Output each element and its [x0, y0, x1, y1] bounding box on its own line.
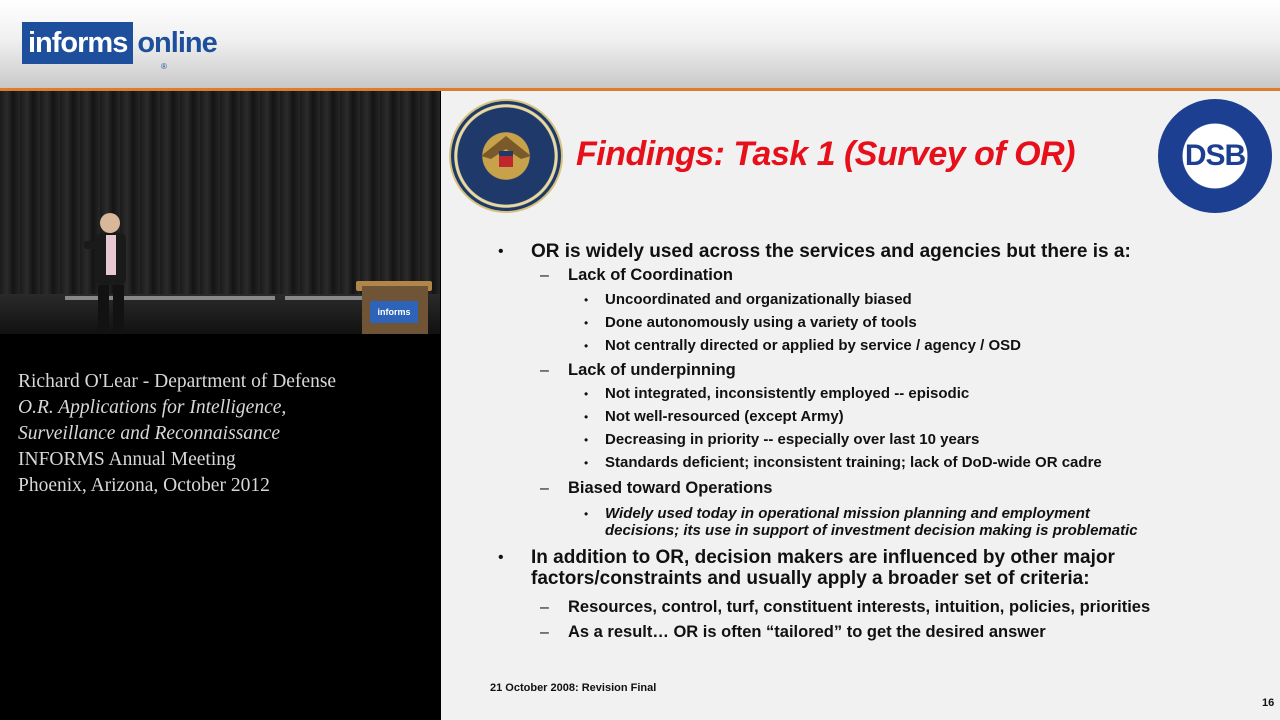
bullet-marker: •: [498, 243, 504, 260]
slide-point: Widely used today in operational mission planning and employment: [605, 505, 1090, 522]
bullet-marker: •: [584, 293, 589, 307]
slide-point: Not integrated, inconsistently employed -- episodic: [605, 385, 970, 402]
bullet-marker: •: [584, 387, 589, 401]
event-location: Phoenix, Arizona, October 2012: [18, 475, 270, 496]
dsb-seal-text: DSB: [1184, 139, 1246, 172]
slide-point: Done autonomously using a variety of tools: [605, 314, 917, 331]
speaker-video[interactable]: [0, 91, 440, 334]
slide-point: OR is widely used across the services and agencies but there is a:: [531, 241, 1131, 262]
slide-point: Lack of Coordination: [568, 266, 733, 284]
slide-point: Lack of underpinning: [568, 361, 736, 379]
bullet-marker: •: [584, 316, 589, 330]
site-header: [0, 0, 1280, 88]
informs-online-logo[interactable]: [22, 22, 217, 71]
podium-sign: informs: [370, 301, 418, 323]
slide-point: Not centrally directed or applied by service / agency / OSD: [605, 337, 1021, 354]
slide-point: Standards deficient; inconsistent training; lack of DoD-wide OR cadre: [605, 454, 1102, 471]
slide-point: Decreasing in priority -- especially over last 10 years: [605, 431, 980, 448]
slide-footer-date: 21 October 2008: Revision Final: [490, 682, 657, 694]
logo-suffix: online: [137, 27, 217, 59]
slide-point: Resources, control, turf, constituent interests, intuition, policies, priorities: [568, 598, 1151, 616]
slide-title: Findings: Task 1 (Survey of OR): [576, 135, 1075, 173]
bullet-marker: •: [584, 433, 589, 447]
talk-title-line1: O.R. Applications for Intelligence,: [18, 397, 287, 418]
presentation-slide: [441, 91, 1280, 720]
slide-point: Biased toward Operations: [568, 479, 773, 497]
logo-brand: informs: [22, 22, 133, 64]
dsb-seal-icon: [1158, 99, 1272, 213]
slide-point: In addition to OR, decision makers are influenced by other major: [531, 547, 1115, 568]
speaker-name: Richard O'Lear - Department of Defense: [18, 371, 337, 392]
slide-page-number: 16: [1262, 697, 1275, 709]
bullet-marker: •: [584, 410, 589, 424]
dash-marker: –: [540, 480, 549, 497]
dash-marker: –: [540, 599, 549, 616]
slide-point: factors/constraints and usually apply a broader set of criteria:: [531, 568, 1090, 589]
bullet-marker: •: [498, 549, 504, 566]
bullet-marker: •: [584, 456, 589, 470]
speaker-figure: [78, 211, 148, 334]
talk-caption: [18, 369, 433, 499]
slide-point: As a result… OR is often “tailored” to get the desired answer: [568, 623, 1046, 641]
slide-point: Not well-resourced (except Army): [605, 408, 844, 425]
bullet-marker: •: [584, 339, 589, 353]
dash-marker: –: [540, 267, 549, 284]
dash-marker: –: [540, 624, 549, 641]
bullet-marker: •: [584, 507, 589, 521]
dash-marker: –: [540, 362, 549, 379]
slide-point: decisions; its use in support of investment decision making is problematic: [605, 522, 1138, 539]
slide-point: Uncoordinated and organizationally biased: [605, 291, 912, 308]
dod-seal-icon: [449, 99, 563, 213]
event-name: INFORMS Annual Meeting: [18, 449, 236, 470]
logo-registered-mark: ®: [161, 62, 167, 71]
stage-rail: [285, 296, 365, 300]
talk-title-line2: Surveillance and Reconnaissance: [18, 423, 281, 444]
